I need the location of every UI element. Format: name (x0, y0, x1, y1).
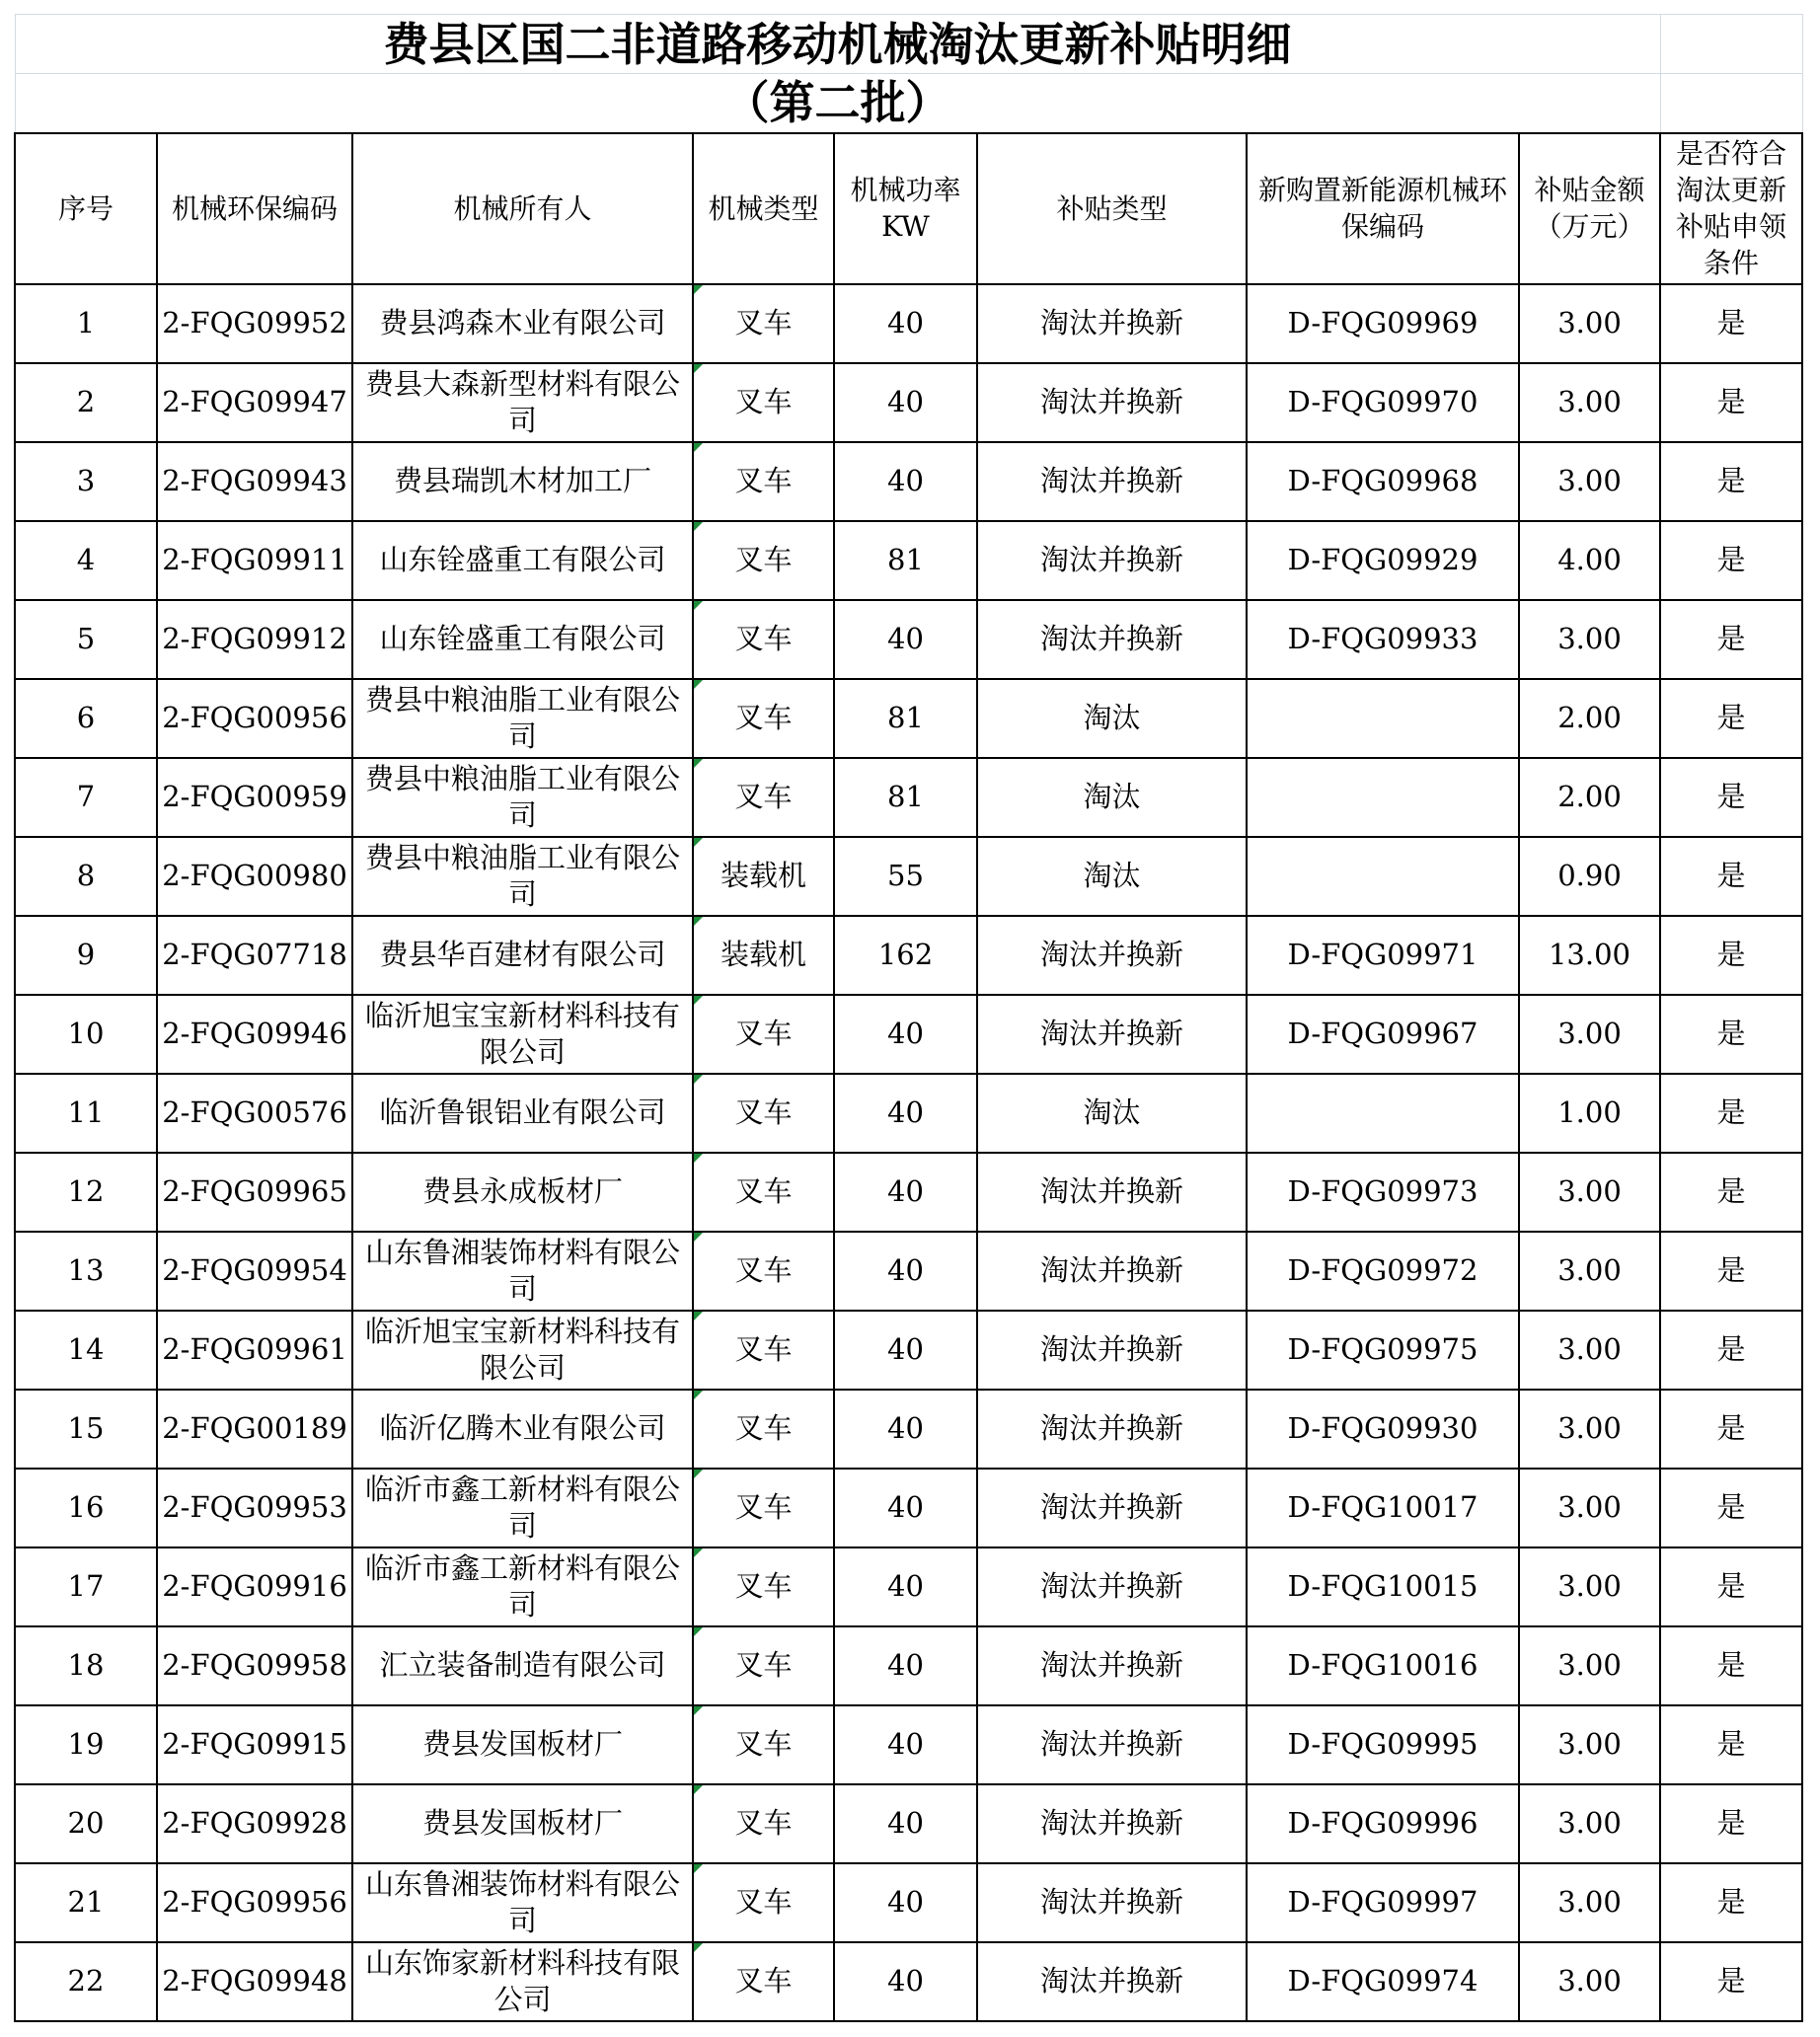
machine-power: 40 (834, 1074, 977, 1153)
machine-type: 叉车 (693, 600, 834, 679)
eligible-flag: 是 (1660, 916, 1802, 995)
column-header: 是否符合淘汰更新补贴申领条件 (1660, 133, 1802, 284)
new-machine-code: D-FQG09971 (1247, 916, 1519, 995)
machine-owner: 费县中粮油脂工业有限公司 (352, 679, 693, 758)
subsidy-type: 淘汰并换新 (977, 1469, 1247, 1547)
subsidy-amount: 3.00 (1519, 284, 1660, 363)
subsidy-type: 淘汰并换新 (977, 363, 1247, 442)
machine-code: 2-FQG09915 (157, 1705, 352, 1784)
subsidy-type: 淘汰并换新 (977, 1784, 1247, 1863)
row-index: 13 (15, 1232, 157, 1311)
machine-owner: 费县瑞凯木材加工厂 (352, 442, 693, 521)
new-machine-code (1247, 679, 1519, 758)
machine-code: 2-FQG09912 (157, 600, 352, 679)
subsidy-type: 淘汰并换新 (977, 284, 1247, 363)
row-index: 11 (15, 1074, 157, 1153)
column-header: 机械环保编码 (157, 133, 352, 284)
row-index: 2 (15, 363, 157, 442)
new-machine-code (1247, 758, 1519, 837)
machine-code: 2-FQG09943 (157, 442, 352, 521)
subsidy-type: 淘汰 (977, 1074, 1247, 1153)
machine-power: 40 (834, 1390, 977, 1469)
table-row (15, 995, 1802, 1074)
row-index: 6 (15, 679, 157, 758)
column-header: 新购置新能源机械环保编码 (1247, 133, 1519, 284)
eligible-flag: 是 (1660, 600, 1802, 679)
machine-type: 叉车 (693, 1469, 834, 1547)
subsidy-type: 淘汰 (977, 758, 1247, 837)
table-row (15, 1705, 1802, 1784)
subsidy-type: 淘汰并换新 (977, 1863, 1247, 1942)
eligible-flag: 是 (1660, 1311, 1802, 1390)
eligible-flag: 是 (1660, 521, 1802, 600)
machine-power: 81 (834, 758, 977, 837)
row-index: 20 (15, 1784, 157, 1863)
eligible-flag: 是 (1660, 679, 1802, 758)
table-row (15, 1390, 1802, 1469)
row-index: 8 (15, 837, 157, 916)
subsidy-amount: 3.00 (1519, 1547, 1660, 1626)
table-row (15, 1863, 1802, 1942)
new-machine-code: D-FQG09973 (1247, 1153, 1519, 1232)
machine-type: 叉车 (693, 1547, 834, 1626)
machine-type: 叉车 (693, 1626, 834, 1705)
table-row (15, 1153, 1802, 1232)
column-header: 机械所有人 (352, 133, 693, 284)
subsidy-amount: 3.00 (1519, 1705, 1660, 1784)
subsidy-amount: 3.00 (1519, 442, 1660, 521)
machine-code: 2-FQG09916 (157, 1547, 352, 1626)
machine-type: 叉车 (693, 995, 834, 1074)
machine-code: 2-FQG00576 (157, 1074, 352, 1153)
subsidy-amount: 3.00 (1519, 1784, 1660, 1863)
table-row (15, 1074, 1802, 1153)
subsidy-type: 淘汰并换新 (977, 1547, 1247, 1626)
eligible-flag: 是 (1660, 442, 1802, 521)
title-row-1 (15, 15, 1802, 74)
machine-code: 2-FQG00980 (157, 837, 352, 916)
subsidy-amount: 2.00 (1519, 679, 1660, 758)
eligible-flag: 是 (1660, 1705, 1802, 1784)
machine-type: 叉车 (693, 1863, 834, 1942)
machine-type: 叉车 (693, 442, 834, 521)
table-row (15, 916, 1802, 995)
header-row (15, 133, 1802, 284)
machine-code: 2-FQG09958 (157, 1626, 352, 1705)
subsidy-type: 淘汰 (977, 837, 1247, 916)
machine-owner: 临沂市鑫工新材料有限公司 (352, 1469, 693, 1547)
new-machine-code: D-FQG09996 (1247, 1784, 1519, 1863)
machine-code: 2-FQG09961 (157, 1311, 352, 1390)
machine-owner: 临沂亿腾木业有限公司 (352, 1390, 693, 1469)
subsidy-type: 淘汰并换新 (977, 995, 1247, 1074)
row-index: 7 (15, 758, 157, 837)
machine-owner: 费县鸿森木业有限公司 (352, 284, 693, 363)
machine-power: 40 (834, 1153, 977, 1232)
eligible-flag: 是 (1660, 1784, 1802, 1863)
machine-type: 叉车 (693, 679, 834, 758)
machine-code: 2-FQG09947 (157, 363, 352, 442)
new-machine-code: D-FQG09929 (1247, 521, 1519, 600)
column-header: 补贴类型 (977, 133, 1247, 284)
machine-owner: 汇立装备制造有限公司 (352, 1626, 693, 1705)
new-machine-code: D-FQG10017 (1247, 1469, 1519, 1547)
column-header: 序号 (15, 133, 157, 284)
table-row (15, 363, 1802, 442)
row-index: 10 (15, 995, 157, 1074)
subsidy-amount: 3.00 (1519, 1311, 1660, 1390)
row-index: 14 (15, 1311, 157, 1390)
new-machine-code: D-FQG09970 (1247, 363, 1519, 442)
machine-owner: 山东鲁湘装饰材料有限公司 (352, 1232, 693, 1311)
machine-code: 2-FQG09956 (157, 1863, 352, 1942)
machine-type: 叉车 (693, 1074, 834, 1153)
machine-type: 叉车 (693, 1942, 834, 2021)
machine-code: 2-FQG00956 (157, 679, 352, 758)
row-index: 19 (15, 1705, 157, 1784)
subsidy-type: 淘汰并换新 (977, 1705, 1247, 1784)
new-machine-code: D-FQG09933 (1247, 600, 1519, 679)
machine-type: 装载机 (693, 916, 834, 995)
new-machine-code: D-FQG09997 (1247, 1863, 1519, 1942)
machine-type: 装载机 (693, 837, 834, 916)
machine-type: 叉车 (693, 284, 834, 363)
new-machine-code: D-FQG10015 (1247, 1547, 1519, 1626)
machine-power: 40 (834, 284, 977, 363)
machine-owner: 费县永成板材厂 (352, 1153, 693, 1232)
eligible-flag: 是 (1660, 1390, 1802, 1469)
subsidy-type: 淘汰并换新 (977, 1311, 1247, 1390)
machine-power: 40 (834, 1942, 977, 2021)
machine-owner: 山东鲁湘装饰材料有限公司 (352, 1863, 693, 1942)
table-row (15, 1469, 1802, 1547)
table-row (15, 600, 1802, 679)
machine-owner: 山东铨盛重工有限公司 (352, 600, 693, 679)
machine-power: 40 (834, 1863, 977, 1942)
column-header: 机械功率KW (834, 133, 977, 284)
row-index: 1 (15, 284, 157, 363)
new-machine-code: D-FQG09969 (1247, 284, 1519, 363)
machine-owner: 费县发国板材厂 (352, 1705, 693, 1784)
new-machine-code: D-FQG09995 (1247, 1705, 1519, 1784)
machine-power: 40 (834, 1705, 977, 1784)
machine-power: 40 (834, 1626, 977, 1705)
table-row (15, 1784, 1802, 1863)
eligible-flag: 是 (1660, 363, 1802, 442)
table-row (15, 837, 1802, 916)
new-machine-code: D-FQG09974 (1247, 1942, 1519, 2021)
title-row-2 (15, 74, 1802, 133)
subsidy-type: 淘汰并换新 (977, 916, 1247, 995)
machine-owner: 临沂旭宝宝新材料科技有限公司 (352, 1311, 693, 1390)
eligible-flag: 是 (1660, 1153, 1802, 1232)
subsidy-amount: 3.00 (1519, 1390, 1660, 1469)
eligible-flag: 是 (1660, 1626, 1802, 1705)
row-index: 17 (15, 1547, 157, 1626)
row-index: 3 (15, 442, 157, 521)
machine-power: 81 (834, 679, 977, 758)
machine-type: 叉车 (693, 1705, 834, 1784)
machine-power: 81 (834, 521, 977, 600)
machine-type: 叉车 (693, 363, 834, 442)
subsidy-type: 淘汰并换新 (977, 1626, 1247, 1705)
row-index: 15 (15, 1390, 157, 1469)
subsidy-type: 淘汰并换新 (977, 600, 1247, 679)
machine-owner: 费县中粮油脂工业有限公司 (352, 837, 693, 916)
subsidy-amount: 3.00 (1519, 1942, 1660, 2021)
row-index: 16 (15, 1469, 157, 1547)
eligible-flag: 是 (1660, 1232, 1802, 1311)
subsidy-amount: 0.90 (1519, 837, 1660, 916)
machine-code: 2-FQG09948 (157, 1942, 352, 2021)
machine-power: 40 (834, 1469, 977, 1547)
machine-owner: 山东饰家新材料科技有限公司 (352, 1942, 693, 2021)
table-row (15, 442, 1802, 521)
machine-type: 叉车 (693, 521, 834, 600)
subsidy-amount: 13.00 (1519, 916, 1660, 995)
row-index: 5 (15, 600, 157, 679)
machine-owner: 临沂市鑫工新材料有限公司 (352, 1547, 693, 1626)
table-row (15, 679, 1802, 758)
machine-power: 55 (834, 837, 977, 916)
empty-cell (1660, 74, 1802, 133)
new-machine-code: D-FQG09968 (1247, 442, 1519, 521)
machine-code: 2-FQG00959 (157, 758, 352, 837)
machine-owner: 临沂旭宝宝新材料科技有限公司 (352, 995, 693, 1074)
machine-code: 2-FQG09952 (157, 284, 352, 363)
table-row (15, 1626, 1802, 1705)
new-machine-code: D-FQG10016 (1247, 1626, 1519, 1705)
machine-code: 2-FQG09965 (157, 1153, 352, 1232)
subsidy-type: 淘汰并换新 (977, 1942, 1247, 2021)
machine-power: 40 (834, 600, 977, 679)
machine-type: 叉车 (693, 1784, 834, 1863)
machine-power: 40 (834, 1784, 977, 1863)
column-header: 机械类型 (693, 133, 834, 284)
eligible-flag: 是 (1660, 1469, 1802, 1547)
machine-code: 2-FQG09953 (157, 1469, 352, 1547)
table-row (15, 1547, 1802, 1626)
machine-code: 2-FQG09911 (157, 521, 352, 600)
subsidy-amount: 3.00 (1519, 995, 1660, 1074)
machine-type: 叉车 (693, 1311, 834, 1390)
empty-cell (1660, 15, 1802, 74)
new-machine-code (1247, 1074, 1519, 1153)
new-machine-code: D-FQG09972 (1247, 1232, 1519, 1311)
row-index: 21 (15, 1863, 157, 1942)
new-machine-code: D-FQG09930 (1247, 1390, 1519, 1469)
machine-power: 40 (834, 442, 977, 521)
machine-code: 2-FQG09928 (157, 1784, 352, 1863)
table-row (15, 758, 1802, 837)
machine-type: 叉车 (693, 758, 834, 837)
machine-power: 40 (834, 1232, 977, 1311)
new-machine-code: D-FQG09975 (1247, 1311, 1519, 1390)
machine-power: 40 (834, 1547, 977, 1626)
table-row (15, 1942, 1802, 2021)
machine-type: 叉车 (693, 1232, 834, 1311)
machine-type: 叉车 (693, 1390, 834, 1469)
subsidy-amount: 4.00 (1519, 521, 1660, 600)
sheet-subtitle: （第二批） (15, 74, 1660, 133)
machine-code: 2-FQG07718 (157, 916, 352, 995)
machine-power: 40 (834, 1311, 977, 1390)
machine-type: 叉车 (693, 1153, 834, 1232)
subsidy-amount: 3.00 (1519, 600, 1660, 679)
subsidy-amount: 3.00 (1519, 1863, 1660, 1942)
table-row (15, 1232, 1802, 1311)
subsidy-amount: 1.00 (1519, 1074, 1660, 1153)
subsidy-amount: 3.00 (1519, 1232, 1660, 1311)
machine-owner: 费县大森新型材料有限公司 (352, 363, 693, 442)
subsidy-type: 淘汰并换新 (977, 1232, 1247, 1311)
subsidy-type: 淘汰并换新 (977, 442, 1247, 521)
machine-owner: 费县华百建材有限公司 (352, 916, 693, 995)
row-index: 9 (15, 916, 157, 995)
row-index: 18 (15, 1626, 157, 1705)
machine-code: 2-FQG00189 (157, 1390, 352, 1469)
table-row (15, 284, 1802, 363)
machine-owner: 费县中粮油脂工业有限公司 (352, 758, 693, 837)
subsidy-type: 淘汰并换新 (977, 1390, 1247, 1469)
machine-power: 162 (834, 916, 977, 995)
eligible-flag: 是 (1660, 1942, 1802, 2021)
new-machine-code (1247, 837, 1519, 916)
row-index: 12 (15, 1153, 157, 1232)
row-index: 4 (15, 521, 157, 600)
machine-code: 2-FQG09954 (157, 1232, 352, 1311)
machine-code: 2-FQG09946 (157, 995, 352, 1074)
subsidy-amount: 3.00 (1519, 363, 1660, 442)
machine-power: 40 (834, 363, 977, 442)
table-row (15, 1311, 1802, 1390)
eligible-flag: 是 (1660, 1863, 1802, 1942)
machine-owner: 费县发国板材厂 (352, 1784, 693, 1863)
subsidy-amount: 3.00 (1519, 1626, 1660, 1705)
machine-owner: 山东铨盛重工有限公司 (352, 521, 693, 600)
subsidy-amount: 2.00 (1519, 758, 1660, 837)
subsidy-type: 淘汰 (977, 679, 1247, 758)
eligible-flag: 是 (1660, 1547, 1802, 1626)
eligible-flag: 是 (1660, 995, 1802, 1074)
subsidy-type: 淘汰并换新 (977, 1153, 1247, 1232)
table-row (15, 521, 1802, 600)
subsidy-type: 淘汰并换新 (977, 521, 1247, 600)
subsidy-table (14, 14, 1803, 2022)
sheet-title: 费县区国二非道路移动机械淘汰更新补贴明细 (15, 15, 1660, 74)
new-machine-code: D-FQG09967 (1247, 995, 1519, 1074)
row-index: 22 (15, 1942, 157, 2021)
eligible-flag: 是 (1660, 837, 1802, 916)
column-header: 补贴金额（万元） (1519, 133, 1660, 284)
eligible-flag: 是 (1660, 1074, 1802, 1153)
eligible-flag: 是 (1660, 758, 1802, 837)
subsidy-amount: 3.00 (1519, 1153, 1660, 1232)
eligible-flag: 是 (1660, 284, 1802, 363)
machine-power: 40 (834, 995, 977, 1074)
subsidy-amount: 3.00 (1519, 1469, 1660, 1547)
machine-owner: 临沂鲁银铝业有限公司 (352, 1074, 693, 1153)
